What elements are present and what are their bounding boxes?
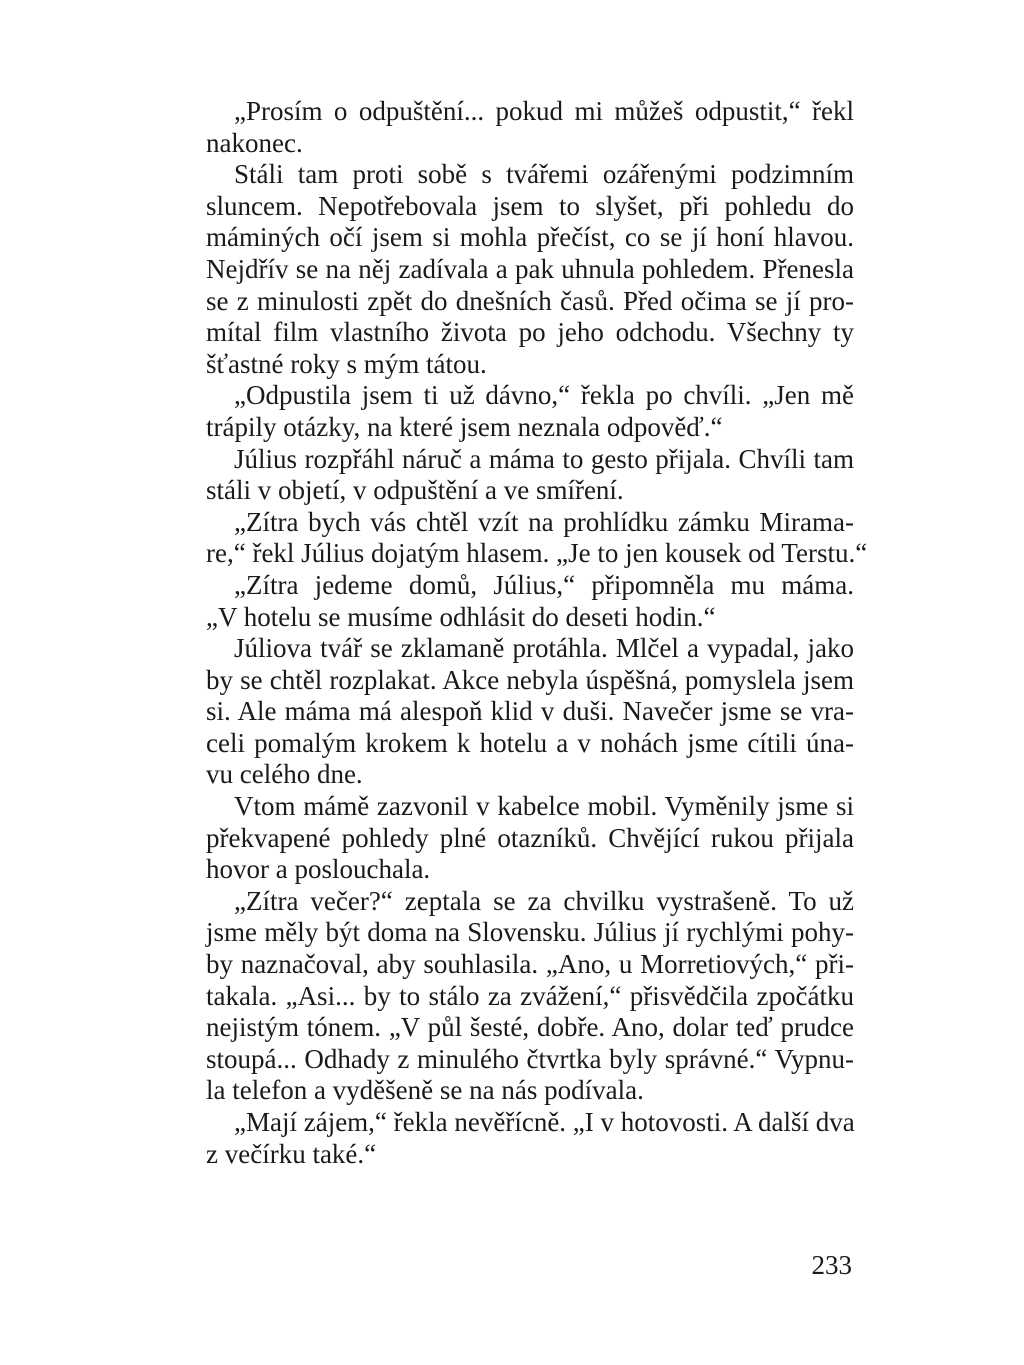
text-line: hovor a poslouchala. bbox=[206, 854, 431, 885]
text-line: takala. „Asi... by to stálo za zvážení,“ přisvědčila zpočátku bbox=[206, 980, 854, 1011]
text-line: Nejdřív se na něj zadívala a pak uhnula pohledem. Přenesla bbox=[206, 253, 854, 284]
text-line: trápily otázky, na které jsem neznala odpověď.“ bbox=[206, 411, 723, 442]
text-line: se z minulosti zpět do dnešních časů. Před očima se jí pro- bbox=[206, 285, 854, 316]
text-line: šťastné roky s mým tátou. bbox=[206, 348, 487, 379]
text-line: stoupá... Odhady z minulého čtvrtka byly správné.“ Vypnu- bbox=[206, 1043, 854, 1074]
text-line: „Zítra bych vás chtěl vzít na prohlídku zámku Mirama- bbox=[234, 506, 854, 537]
text-line: mítal film vlastního života po jeho odchodu. Všechny ty bbox=[206, 317, 854, 348]
text-line: celi pomalým krokem k hotelu a v nohách jsme cítili úna- bbox=[206, 727, 854, 758]
text-line: Júliova tvář se zklamaně protáhla. Mlčel a vypadal, jako bbox=[234, 633, 854, 664]
text-line: z večírku také.“ bbox=[206, 1138, 377, 1169]
text-line: jsme měly být doma na Slovensku. Július jí rychlými pohy- bbox=[206, 917, 854, 948]
text-line: nakonec. bbox=[206, 127, 303, 158]
text-line: máminých očí jsem si mohla přečíst, co se jí honí hlavou. bbox=[206, 222, 854, 253]
text-line: „Zítra večer?“ zeptala se za chvilku vystrašeně. To už bbox=[234, 885, 854, 916]
text-line: stáli v objetí, v odpuštění a ve smíření. bbox=[206, 475, 624, 506]
text-line: Stáli tam proti sobě s tvářemi ozářenými podzimním bbox=[234, 159, 854, 190]
text-line: sluncem. Nepotřebovala jsem to slyšet, při pohledu do bbox=[206, 190, 854, 221]
text-line: „V hotelu se musíme odhlásit do deseti hodin.“ bbox=[206, 601, 716, 632]
text-line: „Mají zájem,“ řekla nevěřícně. „I v hotovosti. A další dva bbox=[234, 1107, 855, 1137]
text-line: by se chtěl rozplakat. Akce nebyla úspěšná, pomyslela jsem bbox=[206, 664, 854, 695]
body-text bbox=[206, 96, 868, 1170]
text-line: „Prosím o odpuštění... pokud mi můžeš odpustit,“ řekl bbox=[234, 96, 854, 126]
text-line: „Zítra jedeme domů, Július,“ připomněla mu máma. bbox=[234, 569, 854, 600]
text-line: by naznačoval, aby souhlasila. „Ano, u Morretiových,“ při- bbox=[206, 949, 854, 980]
text-line: la telefon a vyděšeně se na nás podívala. bbox=[206, 1075, 644, 1106]
text-line: vu celého dne. bbox=[206, 759, 363, 790]
text-line: Július rozpřáhl náruč a máma to gesto přijala. Chvíli tam bbox=[234, 443, 854, 474]
text-line: „Odpustila jsem ti už dávno,“ řekla po chvíli. „Jen mě bbox=[234, 380, 854, 411]
text-line: re,“ řekl Július dojatým hlasem. „Je to jen kousek od Terstu.“ bbox=[206, 538, 868, 569]
text-line: nejistým tónem. „V půl šesté, dobře. Ano, dolar teď prudce bbox=[206, 1012, 854, 1043]
text-line: si. Ale máma má alespoň klid v duši. Navečer jsme se vra- bbox=[206, 696, 854, 727]
text-line: Vtom mámě zazvonil v kabelce mobil. Vyměnily jsme si bbox=[234, 791, 854, 822]
page-number: 233 bbox=[811, 1250, 852, 1280]
text-line: překvapené pohledy plné otazníků. Chvějící rukou přijala bbox=[206, 822, 854, 853]
